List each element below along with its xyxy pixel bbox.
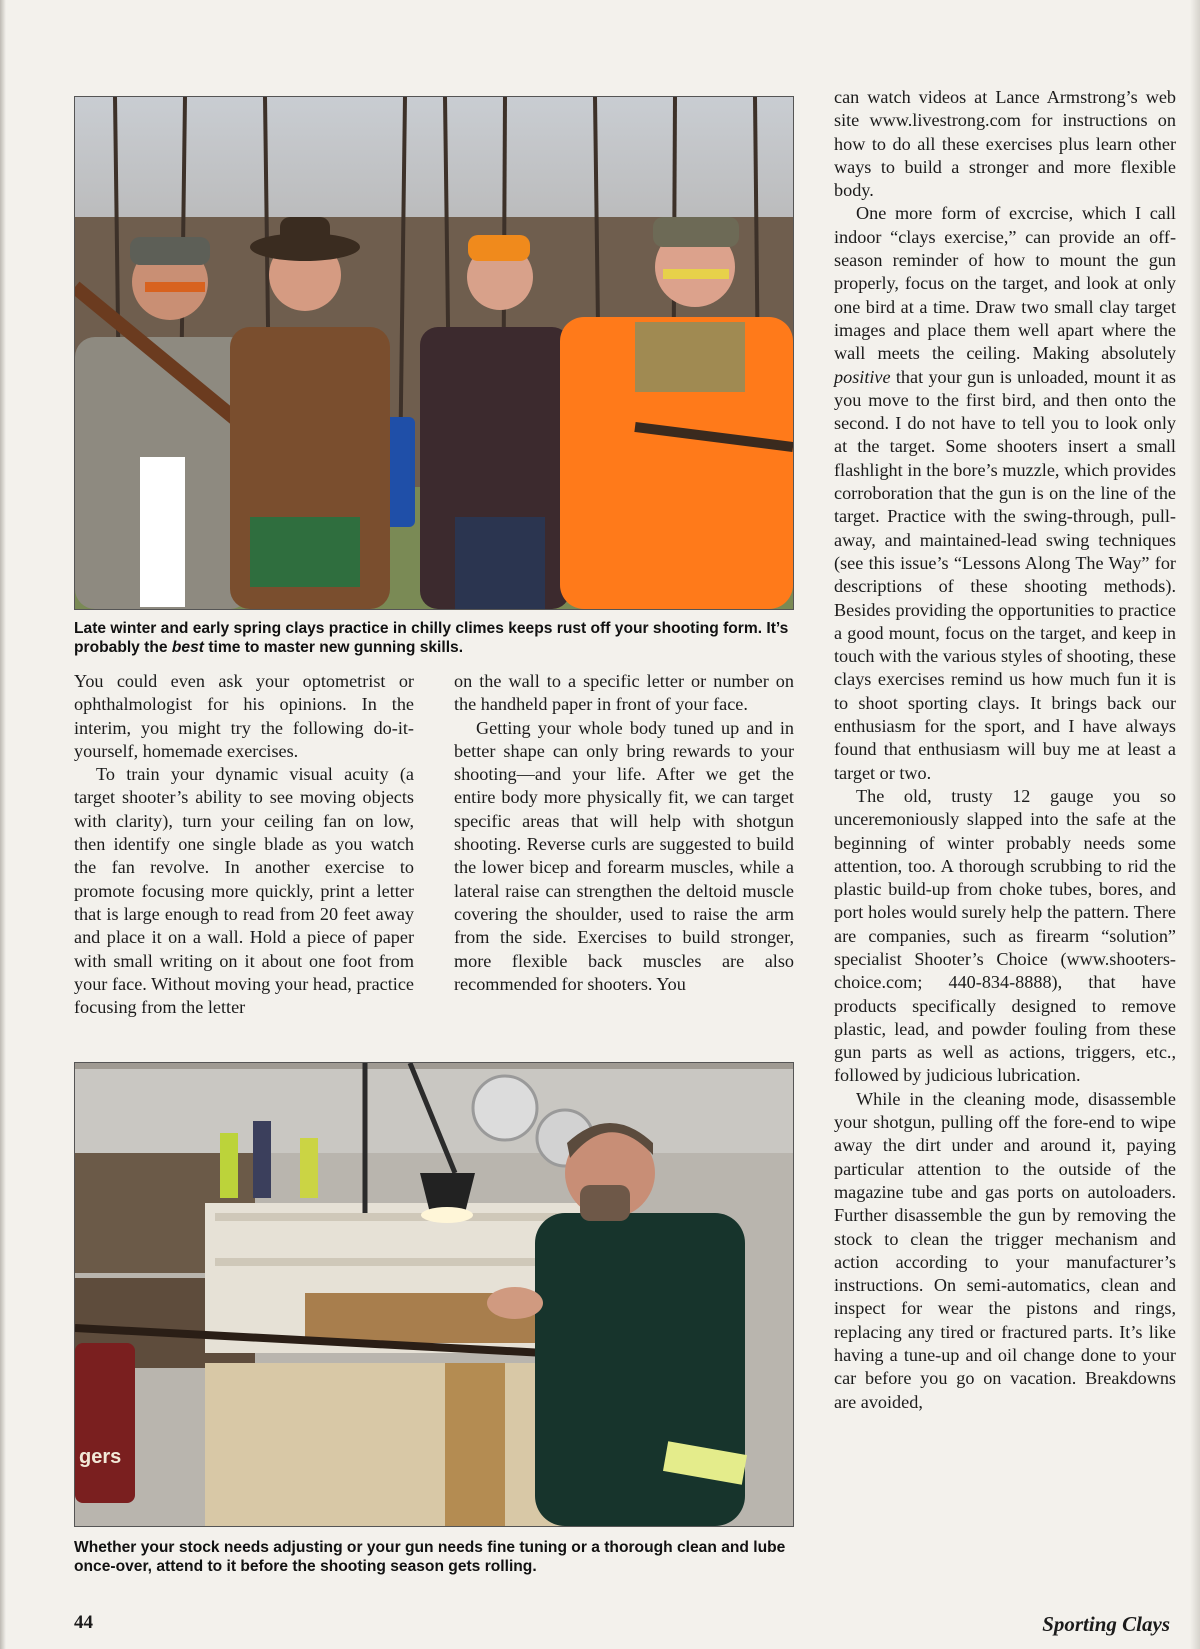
- photo-caption-top: [74, 619, 794, 657]
- workshop-sign-text: gers: [79, 1446, 122, 1468]
- article-column-right: [834, 86, 1176, 1414]
- caption-top-end: time to master new gunning skills.: [203, 639, 464, 656]
- paragraph-text: One more form of excrcise, which I call indoor “clays exercise,” can provide an off-season reminder of how to mount the gun properly, focus on the target, and look at only one bird at a time. Draw two small clay target images and place them well apart where the wall meets the ceiling. Making absolutely: [834, 203, 1176, 364]
- paragraph: Getting your whole body tuned up and in better shape can only bring rewards to your shooting—and your life. After we get the entire body more physically fit, we can target specific areas that will help with shotgun shooting. Reverse curls are suggested to build the lower bicep and forearm muscles, while a lateral raise can strengthen the deltoid muscle covering the shoulder, used to raise the arm from the side. Exercises to build stronger, more flexible back muscles are also recommended for shooters. You: [454, 717, 794, 994]
- photo-caption-bottom: Whether your stock needs adjusting or your gun needs fine tuning or a thorough clean and lube once-over, attend to it before the shooting season gets rolling.: [74, 1539, 786, 1575]
- caption-top-emphasis: best: [171, 639, 204, 656]
- paragraph: You could even ask your optometrist or ophthalmologist for his opinions. In the interim, you might try the following do-it-yourself, homemade exercises.: [74, 671, 414, 761]
- photo-shooters-illustration: [75, 97, 793, 609]
- article-column-middle: [454, 670, 794, 996]
- caption-top-start: Late winter and early spring clays practice in chilly climes keeps rust off your shooting form. It’s probably the: [74, 620, 789, 656]
- photo-shooters-group: [74, 96, 794, 610]
- paragraph: on the wall to a specific letter or number on the handheld paper in front of your face.: [454, 671, 794, 715]
- paragraph: To train your dynamic visual acuity (a target shooter’s ability to see moving objects with clarity), turn your ceiling fan on low, then identify one single blade as you watch the fan revolve. In another exercise to promote focusing more quickly, print a letter that is large enough to read from 20 feet away and place it on a wall. Hold a piece of paper with small writing on it about one foot from your face. Without moving your head, practice focusing from the letter: [74, 764, 414, 1018]
- photo-gunsmith-workshop: [74, 1062, 794, 1527]
- photo-workshop-illustration: [75, 1063, 793, 1526]
- page-number: 44: [74, 1612, 93, 1633]
- magazine-title: Sporting Clays: [1042, 1612, 1170, 1636]
- paragraph: The old, trusty 12 gauge you so unceremoniously slapped into the safe at the beginning of winter probably needs some attention, too. A thorough scrubbing to rid the plastic build-up from choke tubes, bores, and port holes would surely help the pattern. There are companies, such as firearm “solution” specialist Shooter’s Choice (www.shooters-choice.com; 440-834-8888), that have products specifically designed to remove plastic, lead, and powder fouling from these gun parts as well as actions, triggers, etc., followed by judicious lubrication.: [834, 785, 1176, 1086]
- paragraph-emphasis: positive: [834, 366, 891, 387]
- page-edge-left: [0, 0, 6, 1649]
- article-column-left: [74, 670, 414, 1019]
- paragraph-text: that your gun is unloaded, mount it as you move to the first bird, and then onto the second. I do not have to tell you to look only at the target. Some shooters insert a small flashlight in the bore’s muzzle, which provides corroboration that the gun is on the line of the target. Practice with the swing-through, pull-away, and maintained-lead swing techniques (see this issue’s “Lessons Along The Way” for descriptions of these shooting methods). Besides providing the opportunities to practice a good mount, focus on the target, and keep in touch with the various styles of shooting, these clays exercises remind us how much fun it is to shoot sporting clays. It brings back our enthusiasm for the sport, and I have always found that enthusiasm will buy me at least a target or two.: [834, 366, 1176, 783]
- paragraph: can watch videos at Lance Armstrong’s web site www.livestrong.com for instructions on how to do all these exercises plus learn other ways to build a stronger and more flexible body.: [834, 87, 1176, 201]
- paragraph: While in the cleaning mode, disassemble your shotgun, pulling off the fore-end to wipe away the dirt under and around it, paying particular attention to the outside of the magazine tube and gas ports on autoloaders. Further disassemble the gun by removing the stock to clean the trigger mechanism and action according to your manufacturer’s instructions. On semi-automatics, clean and inspect for wear the pistons and rings, replacing any tired or fractured parts. It’s like having a tune-up and oil change done to your car before you go on vacation. Breakdowns are avoided,: [834, 1088, 1176, 1412]
- paragraph: [834, 202, 1176, 784]
- page-edge-right: [1190, 0, 1200, 1649]
